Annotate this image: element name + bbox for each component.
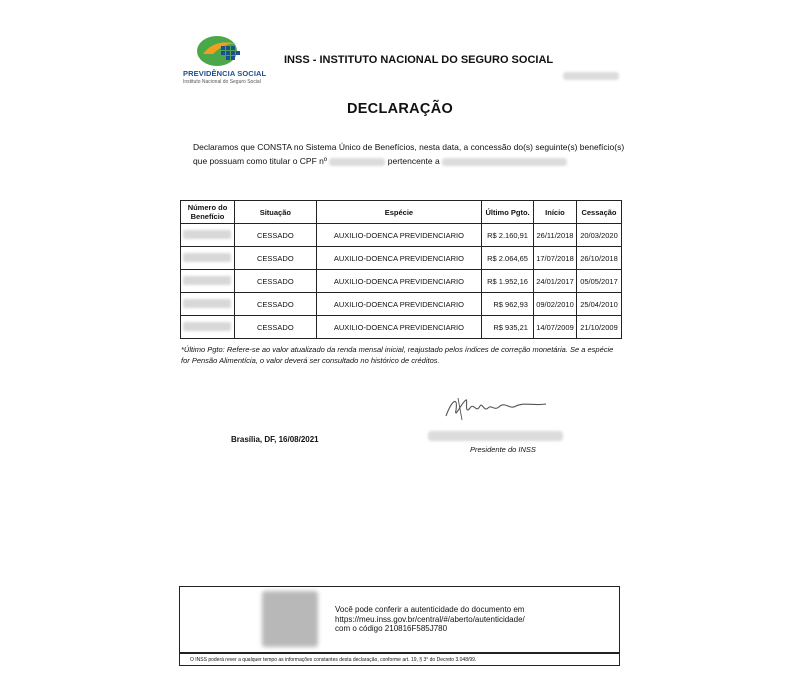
cell-ultimo-pgto: R$ 2.160,91 — [482, 224, 534, 247]
table-row — [181, 224, 622, 247]
cell-cessacao: 05/05/2017 — [576, 270, 621, 293]
cell-ultimo-pgto: R$ 1.952,16 — [482, 270, 534, 293]
redacted-owner-name — [442, 158, 567, 166]
cell-especie: AUXILIO-DOENCA PREVIDENCIARIO — [316, 316, 481, 339]
cell-especie: AUXILIO-DOENCA PREVIDENCIARIO — [316, 247, 481, 270]
table-row — [181, 293, 622, 316]
place-date: Brasília, DF, 16/08/2021 — [231, 435, 319, 444]
cell-numero-redacted — [181, 293, 235, 316]
previdencia-logo-icon — [195, 34, 245, 68]
cell-inicio: 24/01/2017 — [533, 270, 576, 293]
header-situacao: Situação — [234, 201, 316, 224]
intro-owner-label: pertencente a — [387, 156, 440, 166]
cell-ultimo-pgto: R$ 2.064,65 — [482, 247, 534, 270]
verification-line-1: Você pode conferir a autenticidade do documento em — [335, 605, 525, 614]
cell-cessacao: 20/03/2020 — [576, 224, 621, 247]
qr-code-redacted — [262, 591, 318, 647]
cell-especie: AUXILIO-DOENCA PREVIDENCIARIO — [316, 293, 481, 316]
previdencia-social-logo — [183, 34, 265, 90]
benefits-table — [180, 200, 622, 339]
cell-numero-redacted — [181, 270, 235, 293]
table-row — [181, 316, 622, 339]
cell-ultimo-pgto: R$ 935,21 — [482, 316, 534, 339]
table-header-row — [181, 201, 622, 224]
intro-line-2 — [193, 156, 567, 166]
verification-text — [335, 605, 525, 634]
cell-ultimo-pgto: R$ 962,93 — [482, 293, 534, 316]
cell-situacao: CESSADO — [234, 316, 316, 339]
cell-cessacao: 25/04/2010 — [576, 293, 621, 316]
cell-cessacao: 21/10/2009 — [576, 316, 621, 339]
header-numero-beneficio: Número do Benefício — [181, 201, 235, 224]
document-title: DECLARAÇÃO — [346, 101, 454, 117]
cell-situacao: CESSADO — [234, 247, 316, 270]
redacted-cpf — [329, 158, 385, 166]
cell-numero-redacted — [181, 224, 235, 247]
handwritten-signature — [444, 394, 549, 422]
cell-inicio: 26/11/2018 — [533, 224, 576, 247]
cell-numero-redacted — [181, 316, 235, 339]
intro-cpf-label: que possuam como titular o CPF nº — [193, 156, 327, 166]
table-row — [181, 270, 622, 293]
verification-url[interactable]: https://meu.inss.gov.br/central/#/aberto/autenticidade/ — [335, 614, 525, 624]
intro-line-1: Declaramos que CONSTA no Sistema Único de Benefícios, nesta data, a concessão do(s) seguinte(s) benefício(s) — [193, 142, 625, 152]
payment-footnote: *Último Pgto: Refere-se ao valor atualizado da renda mensal inicial, reajustado pelos índices de correção monetária. Se a espécie for Pensão Alimentícia, o valor deverá ser consultado no histórico de créditos. — [181, 345, 614, 365]
logo-name: PREVIDÊNCIA SOCIAL — [183, 69, 267, 78]
signer-role: Presidente do INSS — [470, 445, 536, 454]
cell-inicio: 17/07/2018 — [533, 247, 576, 270]
header-ultimo-pgto: Último Pgto. — [482, 201, 534, 224]
cell-situacao: CESSADO — [234, 293, 316, 316]
organization-name: INSS - INSTITUTO NACIONAL DO SEGURO SOCIAL — [284, 54, 554, 66]
header-inicio: Início — [533, 201, 576, 224]
cell-cessacao: 26/10/2018 — [576, 247, 621, 270]
legal-footer: O INSS poderá rever a qualquer tempo as informações constantes desta declaração, conforme art. 19, § 3° do Decreto 3.048/99. — [179, 653, 620, 666]
cell-inicio: 14/07/2009 — [533, 316, 576, 339]
cell-especie: AUXILIO-DOENCA PREVIDENCIARIO — [316, 270, 481, 293]
redacted-header-id — [563, 72, 619, 80]
header-especie: Espécie — [316, 201, 481, 224]
logo-subtitle: Instituto Nacional do Seguro Social — [183, 79, 261, 85]
header-cessacao: Cessação — [576, 201, 621, 224]
cell-especie: AUXILIO-DOENCA PREVIDENCIARIO — [316, 224, 481, 247]
table-row — [181, 247, 622, 270]
cell-situacao: CESSADO — [234, 224, 316, 247]
cell-inicio: 09/02/2010 — [533, 293, 576, 316]
cell-situacao: CESSADO — [234, 270, 316, 293]
redacted-signer-name — [428, 431, 563, 441]
cell-numero-redacted — [181, 247, 235, 270]
verification-code: com o código 210816F585J780 — [335, 624, 448, 633]
